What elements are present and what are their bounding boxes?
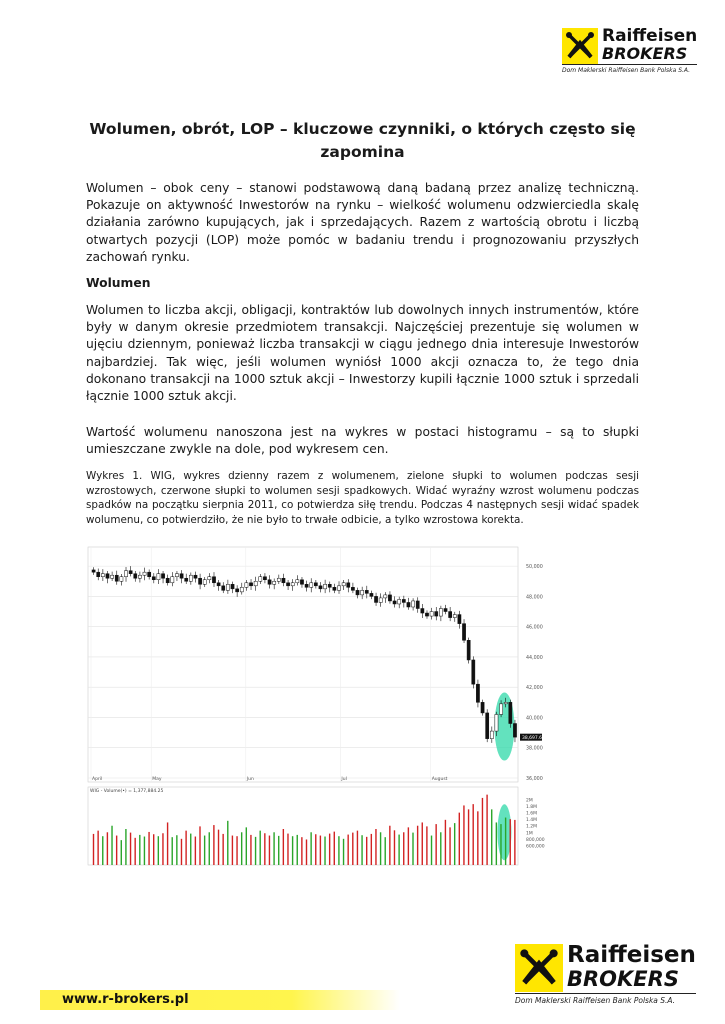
volume-bar-up [227, 821, 228, 865]
candle-down [185, 578, 188, 581]
candle-down [486, 713, 489, 739]
month-label: Jul [341, 777, 347, 782]
candle-down [305, 584, 308, 587]
volume-tick-label: 600,000 [526, 844, 545, 850]
candle-down [148, 572, 151, 577]
candle-down [402, 599, 405, 602]
candle-down [236, 589, 239, 592]
candle-up [342, 583, 345, 586]
candle-down [425, 613, 428, 616]
candle-up [384, 595, 387, 598]
volume-bar-down [486, 795, 487, 865]
volume-bar-down [514, 820, 515, 865]
candle-down [347, 583, 350, 588]
candle-down [476, 684, 479, 702]
candle-down [458, 615, 461, 624]
volume-bar-up [190, 834, 191, 865]
volume-tick-label: 1.2M [526, 824, 538, 830]
candle-up [175, 574, 178, 577]
volume-bar-up [102, 836, 103, 865]
candle-up [208, 577, 211, 580]
candle-down [333, 587, 336, 590]
price-tick-label: 46,000 [526, 625, 543, 631]
candle-down [199, 578, 202, 584]
candle-down [467, 640, 470, 660]
volume-bar-up [496, 822, 497, 865]
volume-legend: WIG - Volume(•) = 1,377,884.25 [90, 789, 164, 794]
volume-bar-up [144, 837, 145, 865]
volume-bar-down [389, 826, 390, 865]
volume-bar-down [329, 834, 330, 865]
candle-up [361, 590, 364, 595]
candle-up [277, 578, 280, 581]
volume-bar-up [454, 823, 455, 865]
month-label: Jun [246, 777, 254, 782]
candle-up [439, 609, 442, 617]
candle-down [286, 583, 289, 586]
candle-down [263, 577, 266, 580]
candle-down [194, 575, 197, 578]
candle-up [226, 584, 229, 590]
volume-bar-up [505, 818, 506, 865]
volume-bar-up [440, 832, 441, 865]
volume-bar-up [121, 840, 122, 865]
volume-bar-down [199, 826, 200, 865]
volume-bar-up [297, 835, 298, 865]
volume-bar-up [204, 836, 205, 865]
volume-bar-up [125, 829, 126, 865]
candle-down [166, 578, 169, 583]
volume-bar-down [232, 836, 233, 865]
brand-sub: BROKERS [602, 44, 688, 63]
volume-bar-down [403, 832, 404, 865]
candle-down [416, 601, 419, 609]
candle-down [217, 583, 220, 586]
candle-down [435, 612, 438, 617]
volume-tick-label: 800,000 [526, 837, 545, 843]
volume-bar-up [255, 837, 256, 865]
candle-down [462, 624, 465, 641]
volume-bar-up [246, 827, 247, 865]
brand-name: Raiffeisen [602, 26, 698, 46]
candle-down [472, 660, 475, 684]
volume-bar-down [213, 825, 214, 865]
volume-bar-down [116, 836, 117, 865]
volume-bar-down [162, 833, 163, 865]
volume-tick-label: 1.8M [526, 805, 538, 811]
volume-bar-down [222, 834, 223, 865]
page-title: Wolumen, obrót, LOP – kluczowe czynniki, o których często się zapomina [89, 120, 636, 161]
candle-down [92, 570, 95, 572]
intro-paragraph: Wolumen – obok ceny – stanowi podstawową daną badaną przez analizę techniczną. Pokazuje on aktywność Inwestorów na rynku – wielkość wolumenu odzwierciedla skalę działania zarówno kupujących, jak i sprzedających. Razem z wartością obrotu i liczbą otwartych pozycji (LOP) może pomóc w badaniu trendu i prognozowaniu przyszłych zachowań rynku. [86, 181, 639, 264]
volume-bar-down [181, 839, 182, 865]
volume-bar-down [306, 839, 307, 865]
month-label: May [152, 777, 162, 782]
candle-down [212, 577, 215, 583]
volume-bar-down [468, 809, 469, 865]
volume-bar-down [417, 826, 418, 865]
volume-bar-up [361, 835, 362, 865]
volume-panel-frame [88, 787, 518, 865]
candle-down [180, 574, 183, 579]
price-tick-label: 42,000 [526, 686, 543, 692]
footer-website-link[interactable]: www.r-brokers.pl [62, 992, 189, 1007]
volume-bar-down [371, 834, 372, 865]
volume-bar-down [236, 836, 237, 865]
volume-bar-down [93, 834, 94, 865]
candle-down [319, 586, 322, 589]
candle-down [129, 571, 132, 574]
candle-up [310, 583, 313, 588]
candle-up [499, 704, 502, 715]
volume-highlight-ellipse [497, 804, 511, 860]
candle-up [379, 598, 382, 603]
candle-down [407, 602, 410, 607]
candle-down [106, 574, 109, 579]
volume-tick-label: 2M [526, 798, 533, 804]
volume-bar-down [352, 833, 353, 865]
candle-up [273, 581, 276, 584]
volume-bar-down [449, 827, 450, 865]
volume-bar-down [97, 831, 98, 865]
candle-down [161, 574, 164, 579]
volume-bar-up [111, 826, 112, 865]
volume-bar-up [158, 836, 159, 865]
candle-up [495, 714, 498, 731]
volume-bar-up [324, 837, 325, 865]
price-tick-label: 44,000 [526, 655, 543, 661]
candle-up [189, 575, 192, 581]
candle-up [490, 731, 493, 739]
candle-up [398, 599, 401, 604]
month-label: April [92, 777, 103, 782]
candle-down [282, 578, 285, 583]
candle-up [430, 612, 433, 617]
candle-up [203, 580, 206, 585]
candle-down [513, 724, 516, 738]
volume-bar-up [380, 832, 381, 865]
price-tick-label: 38,000 [526, 746, 543, 752]
wig-chart [86, 543, 555, 871]
candle-up [111, 575, 114, 578]
volume-bar-down [445, 820, 446, 865]
raiffeisen-gable-icon [562, 28, 598, 64]
volume-definition-paragraph: Wolumen to liczba akcji, obligacji, kontraktów lub dowolnych innych instrumentów, które były w danym okresie przedmiotem transakcji. Najczęściej prezentuje się wolumen w ujęciu dziennym, ponieważ liczba transakcji w ciągu jednego dnia interesuje Inwestorów najbardziej. Tak więc, jeśli wolumen wyniósł 1000 akcji oznacza to, że tego dnia dokonano transakcji na 1000 sztuk akcji – Inwestorzy kupili łącznie 1000 sztuk i sprzedali łącznie 1000 sztuk akcji. [86, 303, 639, 404]
volume-bar-down [167, 822, 168, 865]
volume-bar-down [134, 838, 135, 865]
candle-down [351, 587, 354, 590]
volume-bar-up [385, 837, 386, 865]
candle-up [143, 572, 146, 575]
volume-bar-down [459, 813, 460, 865]
candle-down [393, 601, 396, 604]
volume-bar-down [148, 832, 149, 865]
price-tick-label: 36,000 [526, 777, 543, 782]
volume-bar-down [315, 834, 316, 865]
volume-bar-down [153, 834, 154, 865]
volume-bar-down [366, 837, 367, 865]
volume-tick-label: 1.6M [526, 811, 538, 817]
brand-logo-bottom [515, 944, 696, 1005]
volume-bar-down [107, 832, 108, 865]
volume-bar-up [278, 836, 279, 865]
candle-up [291, 583, 294, 586]
volume-bar-up [139, 835, 140, 865]
brand-sub: BROKERS [567, 967, 679, 991]
last-price-label: 38,697.6 [522, 735, 543, 741]
volume-bar-down [287, 834, 288, 865]
volume-bar-down [435, 824, 436, 865]
volume-bar-up [241, 832, 242, 865]
volume-bar-down [264, 833, 265, 865]
volume-bar-down [357, 831, 358, 865]
candle-up [138, 575, 141, 578]
candle-down [249, 583, 252, 586]
brand-tagline: Dom Maklerski Raiffeisen Bank Polska S.A. [515, 993, 696, 1005]
price-tick-label: 48,000 [526, 595, 543, 601]
volume-bar-up [259, 831, 260, 865]
price-tick-label: 50,000 [526, 565, 543, 571]
histogram-paragraph: Wartość wolumenu nanoszona jest na wykres w postaci histogramu – są to słupki umieszczane zwykle na dole, pod wykresem cen. [86, 425, 639, 457]
volume-bar-down [283, 829, 284, 865]
candle-down [115, 575, 118, 581]
crossed-horse-heads-icon [565, 31, 595, 61]
volume-tick-label: 1.4M [526, 818, 538, 824]
month-label: August [431, 777, 448, 782]
volume-tick-label: 1M [526, 831, 533, 837]
candle-up [171, 577, 174, 583]
volume-bar-up [310, 832, 311, 865]
volume-bar-down [422, 822, 423, 865]
price-tick-label: 40,000 [526, 716, 543, 722]
brand-tagline: Dom Maklerski Raiffeisen Bank Polska S.A. [562, 64, 697, 74]
candle-up [120, 577, 123, 582]
volume-bar-down [185, 831, 186, 865]
volume-bar-down [347, 835, 348, 865]
candle-down [444, 609, 447, 612]
candle-down [97, 572, 100, 577]
candle-down [134, 574, 137, 579]
raiffeisen-gable-icon [515, 944, 563, 992]
candle-up [324, 584, 327, 589]
candle-down [481, 702, 484, 713]
volume-bar-up [398, 835, 399, 865]
volume-bar-down [375, 829, 376, 865]
volume-bar-down [463, 805, 464, 865]
candle-down [421, 609, 424, 614]
candle-down [370, 593, 373, 596]
candle-up [337, 586, 340, 591]
candle-up [157, 574, 160, 580]
volume-bar-up [176, 835, 177, 865]
candle-down [314, 583, 317, 586]
volume-bar-down [426, 826, 427, 865]
candle-up [124, 571, 127, 577]
candle-up [254, 581, 257, 586]
volume-bar-down [269, 836, 270, 865]
candle-down [152, 577, 155, 580]
volume-bar-down [482, 798, 483, 865]
volume-bar-up [343, 839, 344, 865]
volume-bar-down [250, 835, 251, 865]
candle-up [259, 577, 262, 582]
volume-bar-up [338, 836, 339, 865]
volume-bar-down [408, 827, 409, 865]
volume-bar-down [472, 804, 473, 865]
candle-down [222, 586, 225, 591]
volume-bar-down [394, 830, 395, 865]
volume-bar-down [195, 837, 196, 865]
candle-down [365, 590, 368, 593]
section-heading: Wolumen [86, 276, 151, 290]
volume-bar-up [500, 824, 501, 865]
volume-bar-down [510, 819, 511, 865]
volume-bar-down [218, 830, 219, 865]
candle-up [412, 601, 415, 607]
candle-up [453, 615, 456, 618]
candle-down [509, 702, 512, 723]
volume-bar-down [301, 837, 302, 865]
volume-bar-up [292, 836, 293, 865]
volume-bar-down [334, 832, 335, 865]
wig-chart-svg [86, 543, 555, 871]
candle-up [240, 587, 243, 592]
candle-down [268, 580, 271, 585]
crossed-horse-heads-icon [519, 948, 559, 988]
candle-down [328, 584, 331, 587]
volume-bar-up [172, 837, 173, 865]
candle-up [245, 583, 248, 588]
candle-down [300, 580, 303, 585]
candle-up [504, 702, 507, 704]
volume-bar-up [491, 809, 492, 865]
candle-down [374, 596, 377, 602]
volume-bar-down [130, 833, 131, 865]
volume-bar-up [209, 832, 210, 865]
candle-up [101, 574, 104, 577]
candle-down [388, 595, 391, 601]
figure-caption: Wykres 1. WIG, wykres dzienny razem z wolumenem, zielone słupki to wolumen podczas sesji wzrostowych, czerwone słupki to wolumen sesji spadkowych. Widać wyraźny wzrost wolumenu podczas spadków na początku sierpnia 2011, co potwierdza siłę trendu. Podczas 4 następnych sesji widać spadek wolumenu, co potwierdziło, że nie było to trwałe odbicie, a tylko wzrostowa korekta. [86, 470, 639, 526]
candle-down [356, 590, 359, 595]
volume-bar-down [320, 836, 321, 865]
candle-down [231, 584, 234, 589]
volume-bar-down [477, 811, 478, 865]
volume-bar-up [273, 832, 274, 865]
candle-down [449, 612, 452, 618]
brand-name: Raiffeisen [567, 942, 696, 968]
candle-up [296, 580, 299, 583]
volume-bar-up [431, 836, 432, 865]
brand-logo-top [562, 28, 697, 74]
volume-bar-up [412, 833, 413, 865]
